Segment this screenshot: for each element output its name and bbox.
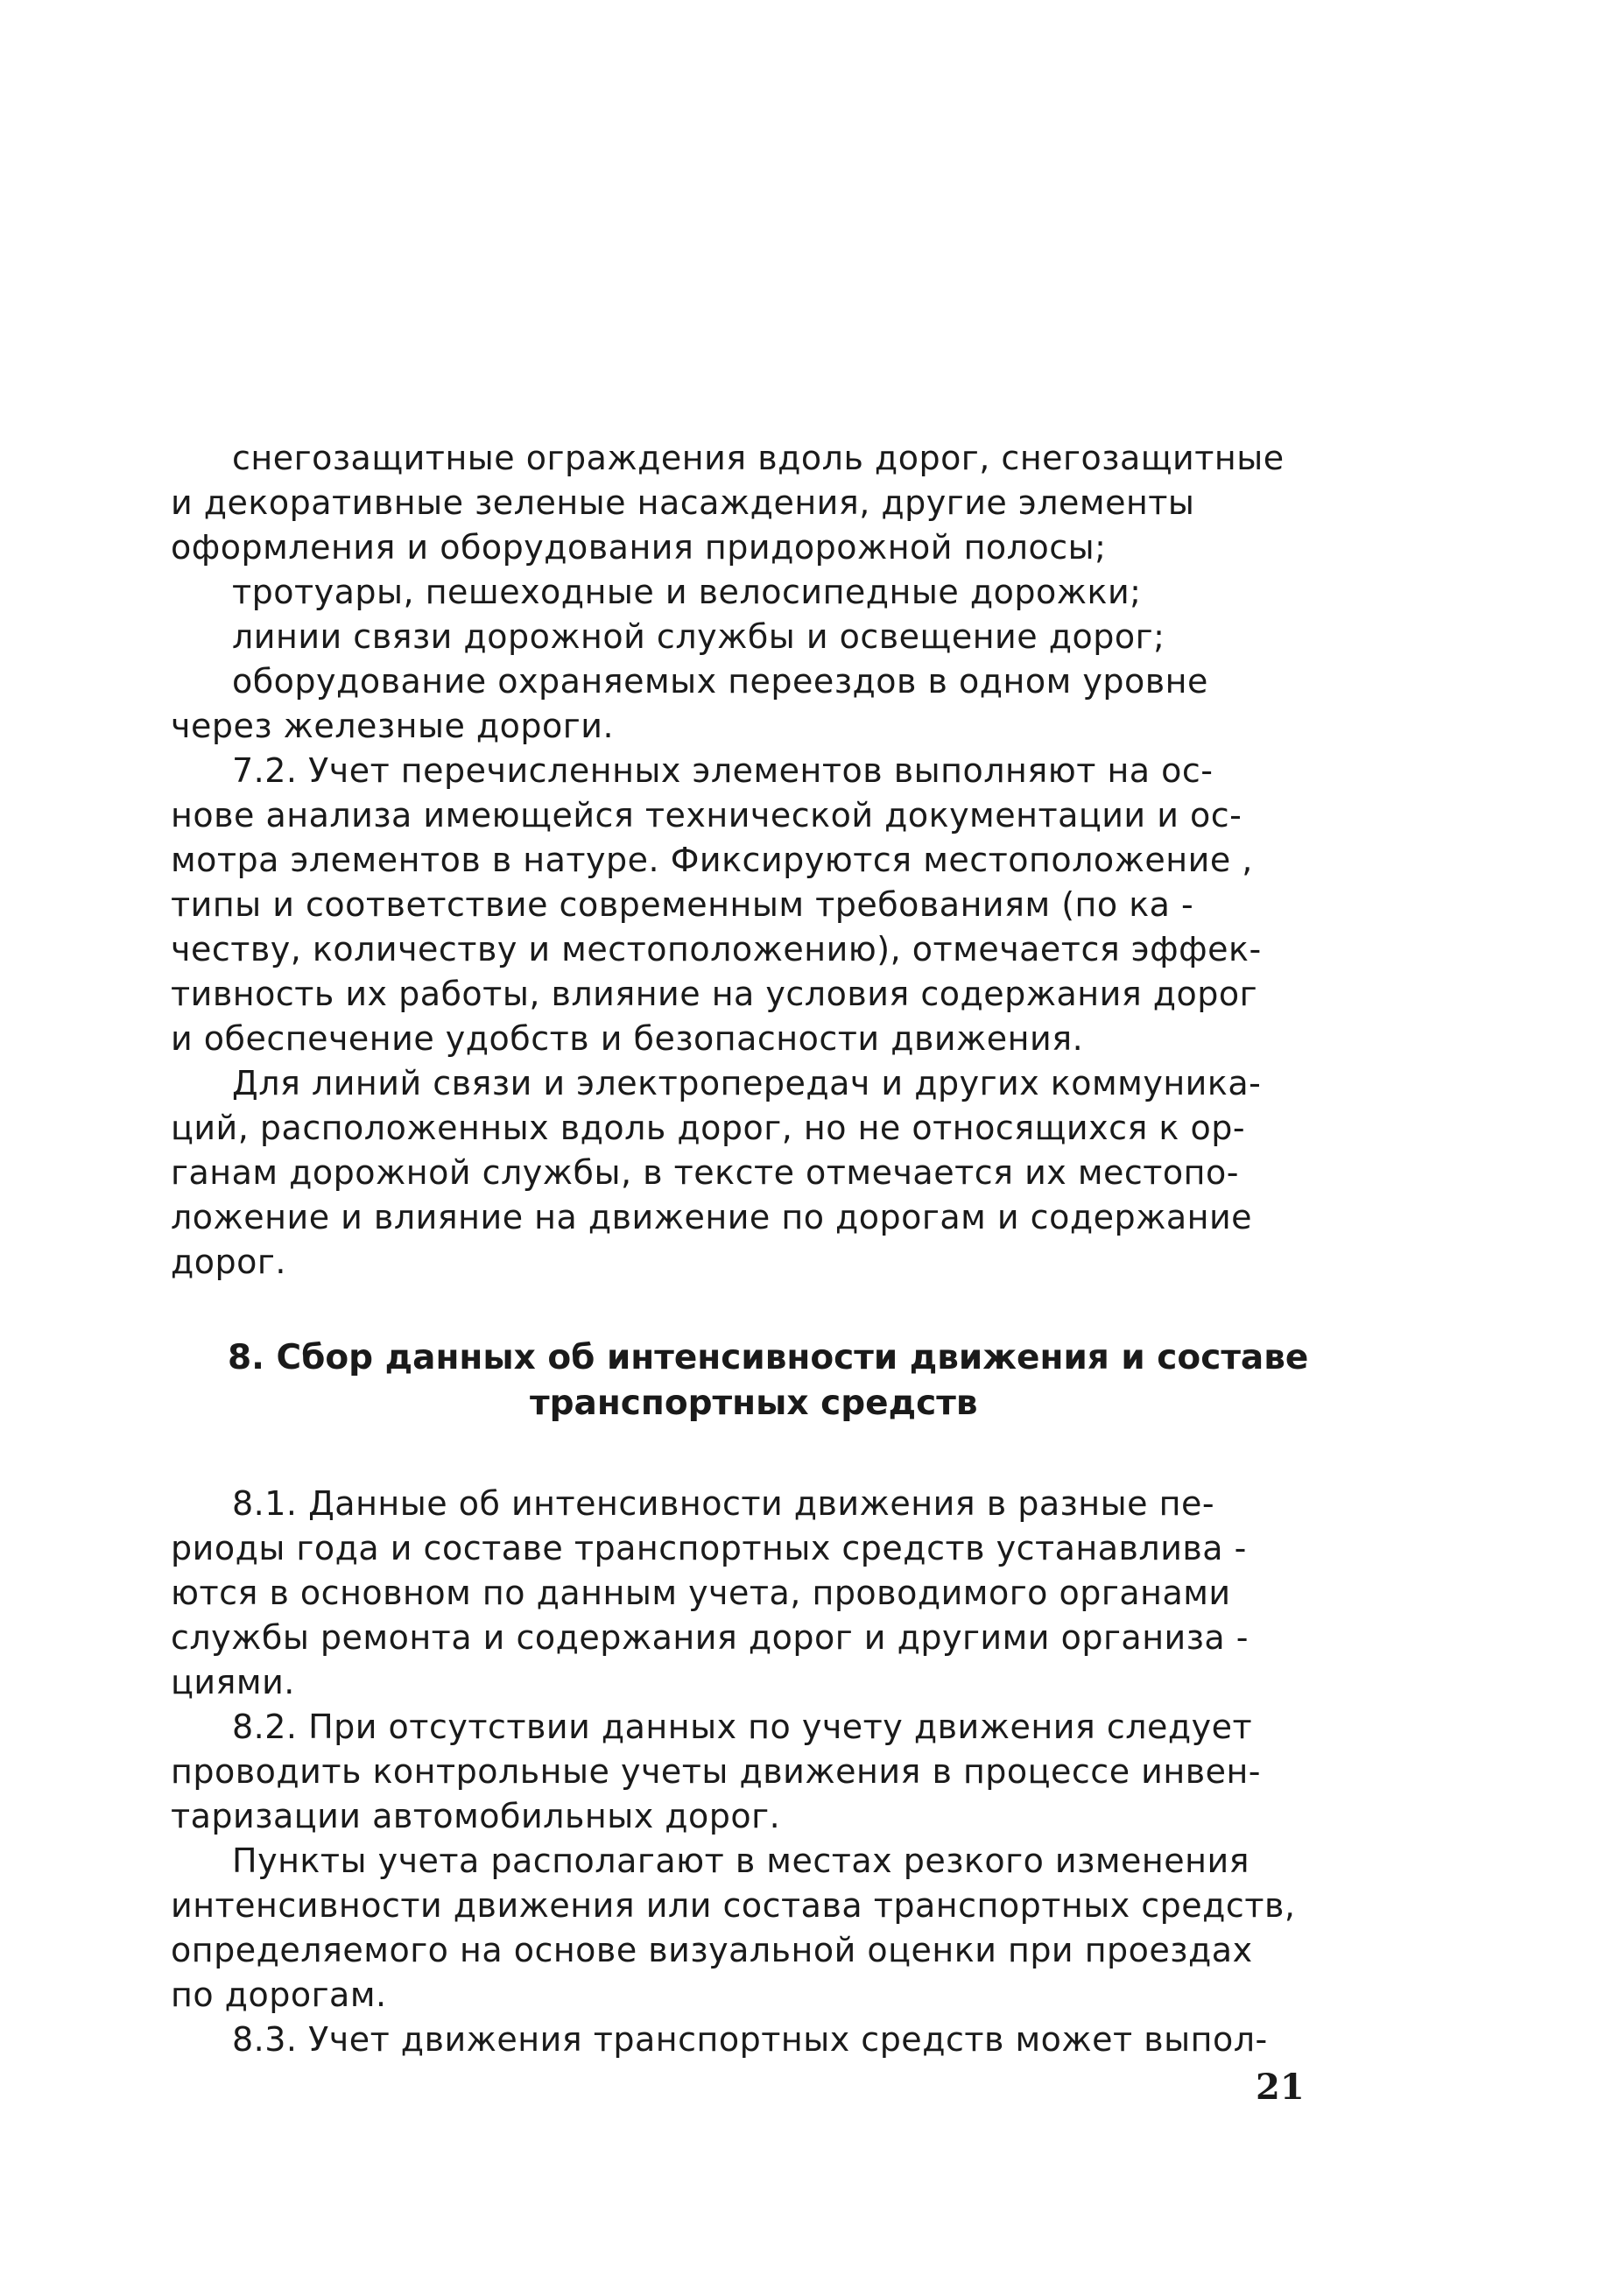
text-line: и декоративные зеленые насаждения, другие элементы (171, 483, 1195, 522)
text-line: оборудование охраняемых переездов в одном уровне (232, 662, 1208, 701)
text-line: 8.3. Учет движения транспортных средств может выпол- (232, 2020, 1268, 2059)
text-line: по дорогам. (171, 1976, 387, 2014)
text-line: 8.2. При отсутствии данных по учету движения следует (232, 1708, 1253, 1746)
text-line: ций, расположенных вдоль дорог, но не относящихся к ор- (171, 1109, 1246, 1147)
text-line: типы и соответствие современным требованиям (по ка - (171, 885, 1194, 924)
text-line: оформления и оборудования придорожной полосы; (171, 528, 1107, 567)
text-line: ложение и влияние на движение по дорогам и содержание (171, 1198, 1253, 1236)
text-line: и обеспечение удобств и безопасности движения. (171, 1019, 1084, 1058)
text-line: 8.1. Данные об интенсивности движения в разные пе- (232, 1484, 1215, 1523)
text-line: снегозащитные ограждения вдоль дорог, снегозащитные (232, 439, 1285, 477)
text-line: нове анализа имеющейся технической документации и ос- (171, 796, 1242, 835)
text-line: службы ремонта и содержания дорог и другими организа - (171, 1618, 1250, 1657)
text-line: честву, количеству и местоположению), отмечается эффек- (171, 930, 1262, 968)
section-heading-line-1: 8. Сбор данных об интенсивности движения и составе (228, 1338, 1309, 1377)
text-line: определяемого на основе визуальной оценки при проездах (171, 1931, 1253, 1969)
text-line: тивность их работы, влияние на условия содержания дорог (171, 975, 1258, 1013)
text-line: тротуары, пешеходные и велосипедные дорожки; (232, 573, 1142, 611)
text-line: Пункты учета располагают в местах резкого изменения (232, 1842, 1250, 1880)
text-block-bottom (171, 1482, 1318, 2062)
text-line: Для линий связи и электропередач и других коммуника- (232, 1064, 1262, 1102)
text-line: проводить контрольные учеты движения в процессе инвен- (171, 1752, 1262, 1791)
text-line: дорог. (171, 1243, 286, 1281)
text-line: интенсивности движения или состава транспортных средств, (171, 1886, 1296, 1925)
section-heading-line-2: транспортных средств (530, 1384, 978, 1423)
page-number: 21 (1256, 2067, 1305, 2108)
text-line: ются в основном по данным учета, проводимого органами (171, 1574, 1231, 1612)
text-line: 7.2. Учет перечисленных элементов выполняют на ос- (232, 751, 1214, 790)
text-line: ганам дорожной службы, в тексте отмечается их местопо- (171, 1153, 1239, 1192)
text-line: циями. (171, 1663, 295, 1701)
text-line: таризации автомобильных дорог. (171, 1797, 781, 1835)
text-line: риоды года и составе транспортных средств устанавлива - (171, 1529, 1247, 1567)
text-line: через железные дороги. (171, 707, 615, 745)
text-block-top (171, 436, 1318, 1285)
text-line: линии связи дорожной службы и освещение дорог; (232, 617, 1165, 656)
text-line: мотра элементов в натуре. Фиксируются местоположение , (171, 841, 1253, 879)
